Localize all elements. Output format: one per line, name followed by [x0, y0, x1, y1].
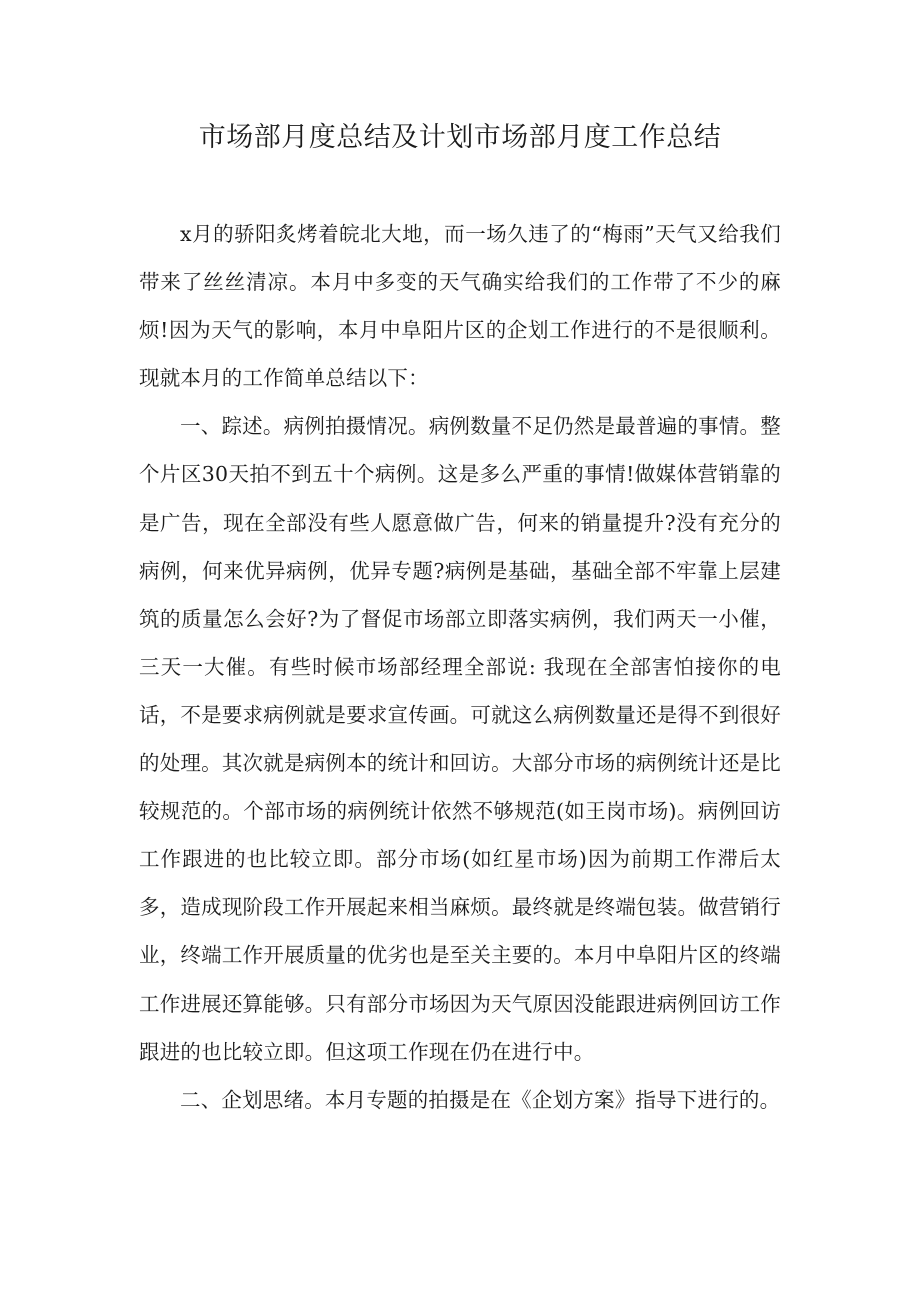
page-title: 市场部月度总结及计划市场部月度工作总结: [198, 122, 722, 153]
paragraph-section-2: 二、企划思绪。本月专题的拍摄是在《企划方案》指导下进行的。: [180, 1087, 781, 1112]
paragraph-section-1: 一、踪述。病例拍摄情况。病例数量不足仍然是最普遍的事情。整个片区30天拍不到五十个病例。这是多么严重的事情!做媒体营销靠的是广告，现在全部没有些人愿意做广告，何来的销量提升?没有充分的病例，何来优异病例，优异专题?病例是基础，基础全部不牢靠上层建筑的质量怎么会好?为了督促市场部立即落实病例，我们两天一小催，三天一大催。有些时候市场部经理全部说: 我现在全部害怕接你的电话，不是要求病例就是要求宣传画。可就这么病例数量还是得不到很好的处理。其次就是病例本的统计和回访。大部分市场的病例统计还是比较规范的。个部市场的病例统计依然不够规范(如王岗市场)。病例回访工作跟进的也比较立即。部分市场(如红星市场)因为前期工作滞后太多，造成现阶段工作开展起来相当麻烦。最终就是终端包装。做营销行业，终端工作开展质量的优劣也是至关主要的。本月中阜阳片区的终端工作进展还算能够。只有部分市场因为天气原因没能跟进病例回访工作跟进的也比较立即。但这项工作现在仍在进行中。: [139, 414, 781, 1064]
paragraph-intro: x月的骄阳炙烤着皖北大地，而一场久违了的“梅雨”天气又给我们带来了丝丝清凉。本月中多变的天气确实给我们的工作带了不少的麻烦!因为天气的影响，本月中阜阳片区的企划工作进行的不是很顺利。现就本月的工作简单总结以下：: [139, 222, 781, 391]
document-body: [139, 210, 781, 1124]
